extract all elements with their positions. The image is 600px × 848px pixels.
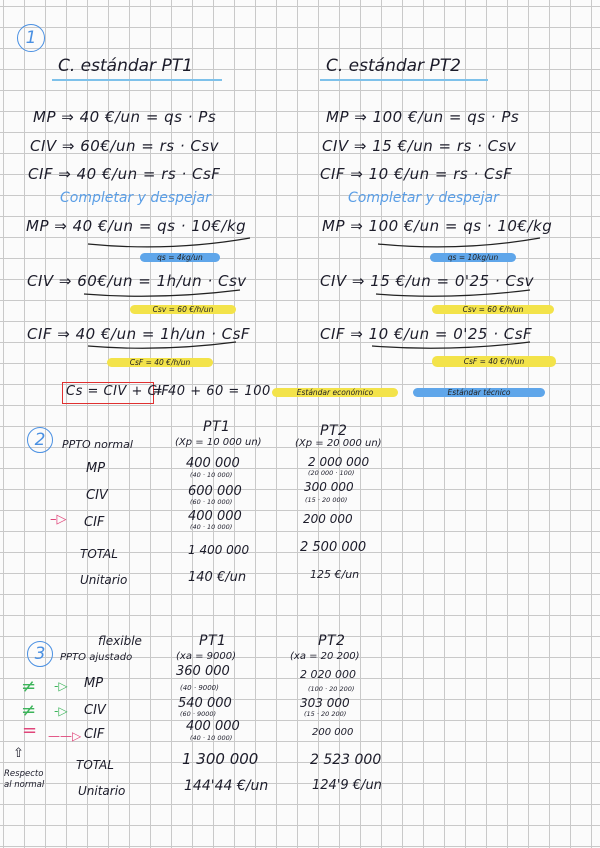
pt1-title: C. estándar PT1 — [58, 56, 193, 76]
s3-pt2-sub: (xa = 20 200) — [290, 651, 360, 662]
pt2-note: Completar y despejar — [348, 190, 499, 206]
pt1-csv-pill: Csv = 60 €/h/un — [130, 305, 236, 314]
s3-row-pt1: 540 000 — [178, 696, 232, 711]
pt1-note: Completar y despejar — [60, 190, 211, 206]
s2-row-pt2: 125 €/un — [310, 568, 360, 581]
pt1-csf-pill: CsF = 40 €/h/un — [107, 358, 213, 367]
pt1-qs-pill: qs = 4kg/un — [140, 253, 220, 262]
up-arrow: ⇧ — [13, 746, 24, 761]
s2-row-label: CIF — [84, 515, 105, 530]
s3-row-pt2: 124'9 €/un — [312, 778, 382, 793]
s2-row-pt1: 600 000 — [188, 484, 242, 499]
s2-row-label: Unitario — [80, 573, 128, 587]
ppto-normal-label: PPTO normal — [62, 438, 133, 451]
s2-row-pt1-calc: (60 · 10 000) — [190, 498, 233, 506]
pt1-cif-line: CIF ⇒ 40 €/un = rs · CsF — [28, 165, 221, 183]
cif-arrow-3: ——▷ — [48, 729, 82, 743]
s2-row-pt2: 200 000 — [303, 512, 353, 526]
pt2-title: C. estándar PT2 — [326, 56, 461, 76]
s2-row-pt2: 300 000 — [304, 480, 354, 494]
pt2-cif-line: CIF ⇒ 10 €/un = rs · CsF — [320, 165, 513, 183]
mp-arrow-3: -▷ — [54, 679, 68, 693]
pt2-civ-line: CIV ⇒ 15 €/un = rs · Csv — [322, 137, 517, 155]
s2-row-pt2: 2 500 000 — [300, 540, 367, 555]
pt2-mp-line: MP ⇒ 100 €/un = qs · Ps — [326, 108, 520, 126]
s3-row-pt2-calc: (100 · 20 200) — [308, 685, 355, 693]
s3-row-pt1: 360 000 — [176, 664, 230, 679]
s2-row-pt1: 400 000 — [188, 509, 242, 524]
s2-row-pt2-calc: (15 · 20 000) — [305, 496, 348, 504]
civ-arrow-3: -▷ — [54, 704, 68, 718]
s3-row-pt2: 2 020 000 — [300, 668, 356, 681]
equal-mark: = — [22, 720, 38, 741]
s2-pt2-head: PT2 — [320, 423, 348, 439]
ppto-ajustado-label: PPTO ajustado — [60, 652, 133, 663]
pt2-qs-pill: qs = 10kg/un — [430, 253, 516, 262]
pt1-mp-line: MP ⇒ 40 €/un = qs · Ps — [33, 108, 217, 126]
s2-row-label: CIV — [86, 488, 108, 503]
s3-row-label: CIF — [84, 727, 105, 742]
s2-row-pt1: 1 400 000 — [188, 543, 250, 557]
pt2-cif-solve: CIF ⇒ 10 €/un = 0'25 · CsF — [320, 325, 533, 343]
not-equal-mark: ≠ — [21, 676, 37, 697]
section-number-3: 3 — [27, 641, 53, 667]
pt1-cif-solve: CIF ⇒ 40 €/un = 1h/un · CsF — [27, 325, 251, 343]
pt2-csf-pill: CsF = 40 €/h/un — [432, 356, 556, 367]
s2-row-pt1: 140 €/un — [188, 570, 247, 585]
pt2-civ-solve: CIV ⇒ 15 €/un = 0'25 · Csv — [320, 272, 535, 290]
flexible-label: flexible — [98, 634, 142, 648]
s2-row-pt2: 2 000 000 — [308, 455, 370, 469]
s2-pt1-head: PT1 — [203, 419, 231, 435]
s3-row-label: MP — [84, 676, 104, 691]
s3-pt1-head: PT1 — [199, 633, 227, 649]
pt2-csv-pill: Csv = 60 €/h/un — [432, 305, 554, 314]
section-number-1: 1 — [17, 24, 45, 52]
s3-row-label: TOTAL — [76, 758, 114, 772]
pt1-mp-solve: MP ⇒ 40 €/un = qs · 10€/kg — [26, 217, 247, 235]
s3-row-pt1: 144'44 €/un — [184, 778, 269, 794]
s2-row-pt1: 400 000 — [186, 456, 240, 471]
s3-row-pt1-calc: (60 · 9000) — [180, 710, 217, 718]
pt1-civ-line: CIV ⇒ 60€/un = rs · Csv — [30, 137, 220, 155]
cs-result: = 40 + 60 = 100 — [152, 384, 271, 399]
s3-row-pt1: 1 300 000 — [182, 750, 259, 768]
legend-technical: Estándar técnico — [413, 388, 545, 397]
s3-row-label: Unitario — [78, 784, 126, 798]
s3-pt2-head: PT2 — [318, 633, 346, 649]
s3-row-pt1-calc: (40 · 10 000) — [190, 734, 233, 742]
s2-row-pt1-calc: (40 · 10 000) — [190, 471, 233, 479]
s2-pt2-sub: (Xp = 20 000 un) — [295, 438, 382, 449]
s3-row-pt1-calc: (40 · 9000) — [180, 684, 219, 692]
s2-row-label: TOTAL — [80, 547, 118, 561]
s3-row-pt1: 400 000 — [186, 719, 240, 734]
pt1-civ-solve: CIV ⇒ 60€/un = 1h/un · Csv — [27, 272, 247, 290]
s3-row-pt2: 2 523 000 — [310, 752, 382, 768]
respecto-note: Respecto al normal — [4, 769, 45, 790]
section-number-2: 2 — [27, 427, 53, 453]
cs-formula: Cs = CIV + CIF — [66, 384, 170, 399]
not-equal-mark: ≠ — [21, 700, 37, 721]
s3-row-pt2: 200 000 — [312, 727, 354, 738]
s3-row-label: CIV — [84, 703, 106, 718]
s3-row-pt2: 303 000 — [300, 696, 350, 710]
s2-row-label: MP — [86, 461, 106, 476]
s2-row-pt2-calc: (20 000 · 100) — [308, 469, 355, 477]
s3-pt1-sub: (xa = 9000) — [176, 651, 237, 662]
s2-pt1-sub: (Xp = 10 000 un) — [175, 437, 262, 448]
cif-arrow-2: –▷ — [50, 512, 67, 527]
s3-row-pt2-calc: (15 · 20 200) — [304, 710, 347, 718]
s2-row-pt1-calc: (40 · 10 000) — [190, 523, 233, 531]
pt2-mp-solve: MP ⇒ 100 €/un = qs · 10€/kg — [322, 217, 553, 235]
legend-economic: Estándar económico — [272, 388, 398, 397]
